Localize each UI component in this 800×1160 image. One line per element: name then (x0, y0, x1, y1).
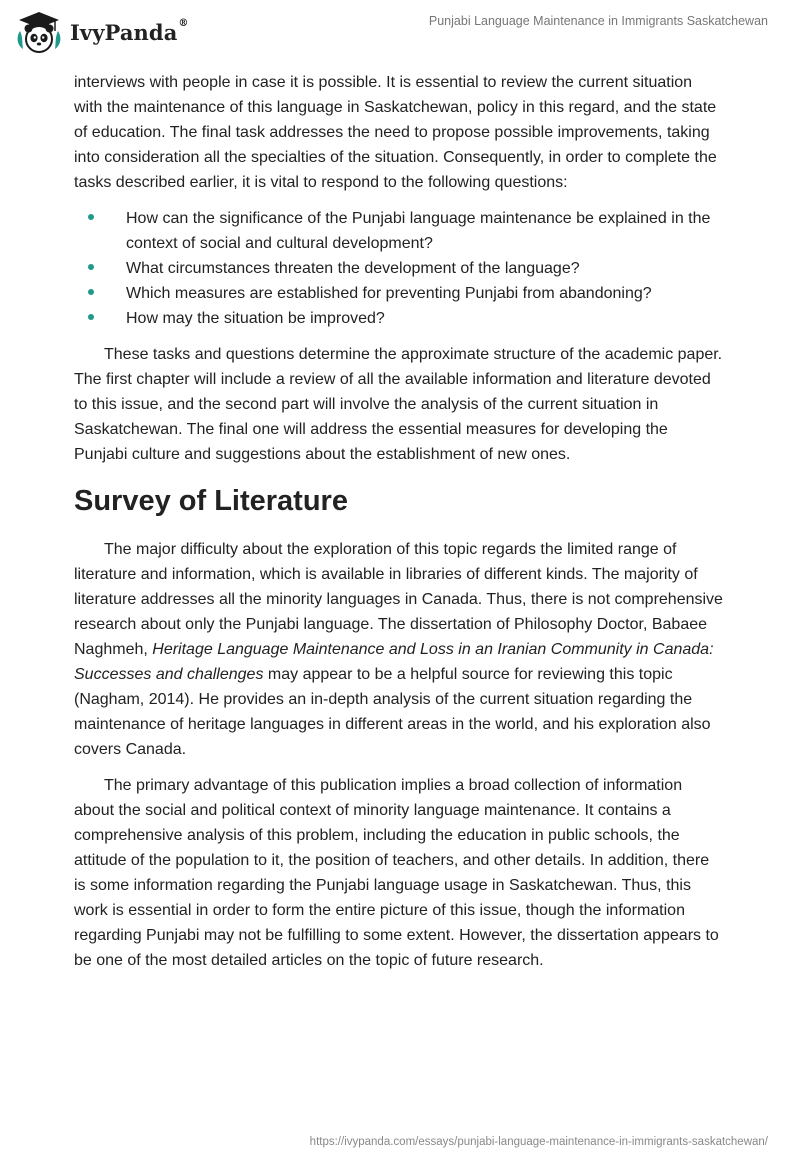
bullet-icon (88, 289, 94, 295)
section-heading: Survey of Literature (74, 485, 348, 517)
list-item: Which measures are established for preventing Punjabi from abandoning? (74, 281, 724, 306)
list-item: How can the significance of the Punjabi language maintenance be explained in the context of social and cultural development? (74, 206, 724, 256)
document-title: Punjabi Language Maintenance in Immigrants Saskatchewan (428, 14, 768, 28)
brand-name: IvyPanda® (70, 17, 189, 45)
bullet-icon (88, 314, 94, 320)
source-url-link[interactable]: https://ivypanda.com/essays/punjabi-language-maintenance-in-immigrants-saskatchewan/ (309, 1136, 768, 1148)
ivypanda-logo[interactable] (14, 8, 189, 56)
registered-mark: ® (178, 17, 189, 29)
list-item: What circumstances threaten the development of the language? (74, 256, 724, 281)
literature-paragraph-2: The primary advantage of this publication implies a broad collection of information about the social and political context of minority language maintenance. It contains a comprehensive analysis of this problem, including the education in public schools, the attitude of the population to it, the position of teachers, and other details. In addition, there is some information regarding the Punjabi language usage in Saskatchewan. Thus, this work is essential in order to form the entire picture of this issue, though the information regarding Punjabi may not be fulfilling to some extent. However, the dissertation appears to be one of the most detailed articles on the topic of future research. (74, 777, 719, 969)
panda-logo-icon (14, 9, 64, 55)
literature-paragraph-1: The major difficulty about the exploration of this topic regards the limited range of literature and information, which is available in libraries of different kinds. The majority of literature addresses all the minority languages in Canada. Thus, there is not comprehensive research about only the Punjabi language. The dissertation of Philosophy Doctor, Babaee Naghmeh, Heritage Language Maintenance and Loss in an Iranian Community in Canada: Successes and challenges may appear to be a helpful source for reviewing this topic (Nagham, 2014). He provides an in-depth analysis of the current situation regarding the maintenance of heritage languages in different areas in the world, and his exploration also covers Canada. (74, 541, 723, 758)
essay-content (74, 70, 724, 984)
structure-paragraph: These tasks and questions determine the approximate structure of the academic paper. The first chapter will include a review of all the available information and literature devoted to this issue, and the second part will involve the analysis of the current situation in Saskatchewan. The final one will address the essential measures for developing the Punjabi culture and suggestions about the establishment of new ones. (74, 346, 723, 463)
dissertation-title: Heritage Language Maintenance and Loss in an Iranian Community in Canada: Successes and challenges (74, 641, 714, 683)
questions-list (74, 206, 724, 331)
bullet-icon (88, 264, 94, 270)
list-item: How may the situation be improved? (74, 306, 724, 331)
bullet-icon (88, 214, 94, 220)
page-header (0, 0, 800, 60)
intro-paragraph: interviews with people in case it is possible. It is essential to review the current situation with the maintenance of this language in Saskatchewan, policy in this regard, and the state of education. The final task addresses the need to propose possible improvements, taking into consideration all the specialties of the situation. Consequently, in order to complete the tasks described earlier, it is vital to respond to the following questions: (74, 74, 717, 191)
